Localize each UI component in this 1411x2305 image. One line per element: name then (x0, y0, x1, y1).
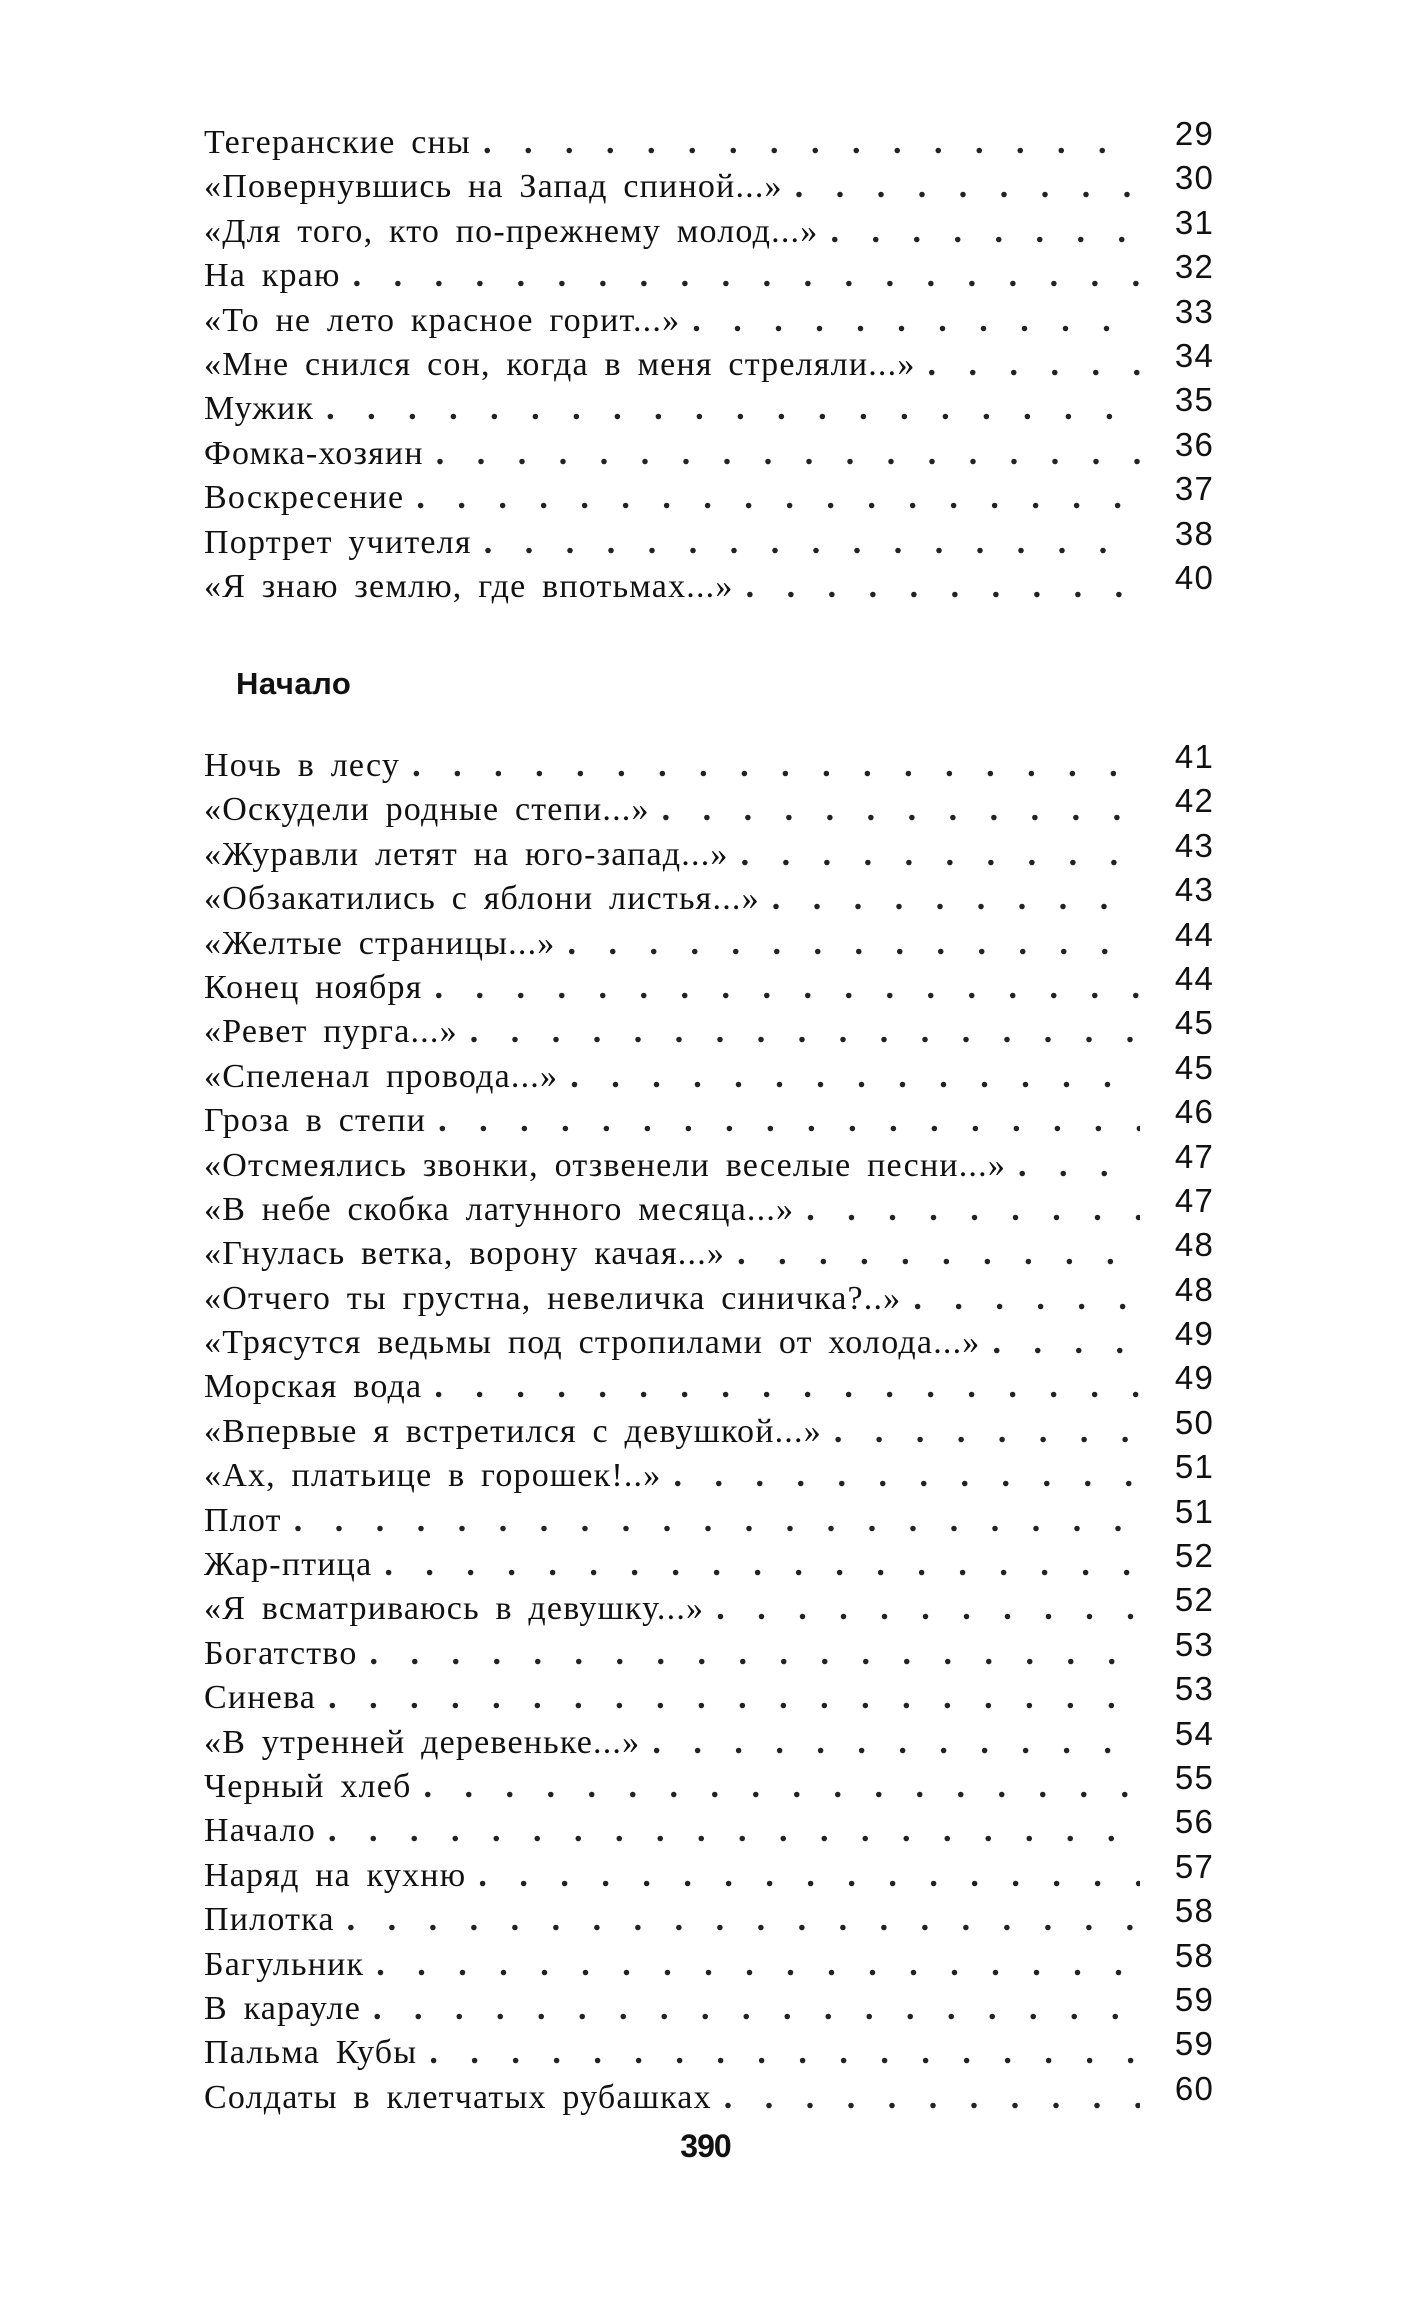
toc-entry (204, 2025, 1214, 2074)
toc-entry-page: 49 (1174, 1315, 1214, 1353)
toc-entry-page: 42 (1174, 782, 1214, 820)
toc-entry (204, 1315, 1214, 1364)
dot-leader (436, 432, 1140, 476)
dot-leader (412, 744, 1140, 788)
toc-entry-title: Солдаты в клетчатых рубашках (204, 2078, 712, 2116)
toc-entry (204, 159, 1214, 208)
toc-entry (204, 425, 1214, 475)
toc-entry-page: 52 (1174, 1581, 1214, 1619)
toc-entry (204, 1670, 1214, 1719)
toc-entry (204, 115, 1214, 164)
toc-entry (204, 1537, 1214, 1586)
toc-entry-title: «Ах, платьице в горошек!..» (204, 1457, 662, 1495)
toc-entry-page: 51 (1174, 1448, 1214, 1486)
toc-entry-page: 57 (1174, 1847, 1214, 1885)
dot-leader (429, 2031, 1140, 2075)
dot-leader (376, 1943, 1140, 1987)
dot-leader (692, 299, 1140, 343)
toc-entry (204, 915, 1214, 965)
toc-entry-page: 36 (1174, 425, 1214, 463)
toc-entry (204, 248, 1214, 297)
dot-leader (928, 343, 1140, 387)
dot-leader (384, 1543, 1140, 1587)
toc-entry (204, 1359, 1214, 1408)
toc-entry (204, 1448, 1214, 1497)
toc-entry (204, 1226, 1214, 1275)
toc-entry-title: «Я всматриваюсь в девушку...» (204, 1590, 705, 1628)
page-number: 390 (680, 2128, 731, 2164)
toc-entry-title: Воскресение (204, 479, 405, 517)
dot-leader (438, 1099, 1140, 1143)
toc-entry-title: «Отчего ты грустна, невеличка синичка?..» (204, 1279, 902, 1317)
dot-leader (478, 1854, 1140, 1898)
toc-entry-page: 48 (1174, 1270, 1214, 1308)
toc-entry-page: 38 (1174, 514, 1214, 552)
toc-entry (204, 1137, 1214, 1187)
toc-entry-page: 59 (1174, 2025, 1214, 2063)
toc-entry-title: «Мне снился сон, когда в меня стреляли...» (204, 345, 916, 383)
toc-entry-page: 32 (1174, 248, 1214, 286)
toc-entry-title: Тегеранские сны (204, 124, 471, 161)
toc-entry-title: Ночь в лесу (204, 747, 401, 784)
dot-leader (434, 1365, 1140, 1409)
toc-entry-page: 58 (1174, 1936, 1214, 1974)
toc-entry (204, 1581, 1214, 1630)
toc-entry (204, 1181, 1214, 1231)
toc-entry-title: Портрет учителя (204, 523, 472, 561)
toc-entry-page: 45 (1174, 1004, 1214, 1042)
toc-entry-title: Мужик (204, 390, 315, 428)
toc-entry-title: Синева (204, 1679, 317, 1717)
toc-entry-page: 31 (1174, 203, 1214, 241)
toc-entry-title: «Спеленал провода...» (204, 1057, 559, 1095)
toc-entry-title: «Гнулась ветка, ворону качая...» (204, 1235, 726, 1273)
toc-entry-title: «То не лето красное горит...» (204, 301, 681, 339)
toc-entry-title: «Трясутся ведьмы под стропилами от холода...» (204, 1324, 981, 1362)
dot-leader (353, 254, 1140, 298)
toc-entry-page: 45 (1174, 1048, 1214, 1086)
toc-entry-title: «Я знаю землю, где впотьмах...» (204, 567, 734, 605)
toc-entry (204, 381, 1214, 430)
toc-entry (204, 1625, 1214, 1675)
toc-entry (204, 1892, 1214, 1941)
toc-entry-title: Черный хлеб (204, 1767, 412, 1805)
toc-entry-title: «Желтые страницы...» (204, 924, 556, 962)
dot-leader (326, 387, 1140, 431)
toc-entry-page: 43 (1174, 826, 1214, 864)
toc-entry (204, 1403, 1214, 1453)
toc-entry (204, 336, 1214, 386)
toc-entry-page: 48 (1174, 1226, 1214, 1264)
toc-entry-page: 30 (1174, 159, 1214, 197)
toc-entry-title: «Отсмеялись звонки, отзвенели веселые песни...» (204, 1146, 1007, 1184)
dot-leader (328, 1676, 1140, 1720)
dot-leader (913, 1277, 1140, 1321)
toc-entry (204, 1980, 1214, 2030)
toc-entry-title: Багульник (204, 1945, 365, 1983)
dot-leader (772, 877, 1140, 921)
toc-entry-title: «Повернувшись на Запад спиной...» (204, 168, 783, 206)
toc-entry-page: 47 (1174, 1181, 1214, 1219)
toc-entry (204, 959, 1214, 1009)
dot-leader (716, 1587, 1140, 1631)
toc-entry-title: Пилотка (204, 1901, 335, 1939)
toc-entry (204, 1048, 1214, 1098)
dot-leader (294, 1499, 1140, 1543)
toc-entry-title: Фомка-хозяин (204, 434, 424, 472)
toc-entry-title: Пальма Кубы (204, 2034, 418, 2072)
dot-leader (795, 165, 1140, 209)
toc-entry (204, 871, 1214, 920)
dot-leader (1018, 1144, 1140, 1188)
toc-entry-title: «В небе скобка латунного месяца...» (204, 1190, 795, 1228)
dot-leader (662, 788, 1140, 832)
toc-entry-page: 35 (1174, 381, 1214, 419)
dot-leader (741, 833, 1140, 877)
toc-entry-title: Морская вода (204, 1368, 423, 1406)
toc-entry-page: 43 (1174, 871, 1214, 909)
dot-leader (567, 922, 1140, 966)
toc-entry-page: 40 (1174, 558, 1214, 596)
toc-entry-title: Плот (204, 1501, 282, 1539)
dot-leader (993, 1321, 1140, 1365)
dot-leader (483, 121, 1140, 165)
dot-leader (570, 1055, 1140, 1099)
dot-leader (746, 565, 1140, 609)
dot-leader (673, 1454, 1140, 1498)
toc-entry (204, 2069, 1214, 2119)
toc-entry-title: В карауле (204, 1989, 362, 2027)
toc-entry-page: 56 (1174, 1803, 1214, 1841)
toc-entry-page: 55 (1174, 1758, 1214, 1796)
toc-entry-title: Богатство (204, 1634, 358, 1672)
dot-leader (652, 1721, 1140, 1765)
toc-entry-title: «Журавли летят на юго-запад...» (204, 835, 729, 873)
toc-entry-title: «В утренней деревеньке...» (204, 1723, 641, 1761)
toc-entry-page: 34 (1174, 336, 1214, 374)
toc-entry-title: «Оскудели родные степи...» (204, 791, 650, 829)
dot-leader (484, 521, 1140, 565)
toc-entry-page: 59 (1174, 1980, 1214, 2018)
toc-entry (204, 1004, 1214, 1053)
dot-leader (435, 966, 1141, 1010)
toc-entry-page: 33 (1174, 292, 1214, 330)
toc-entry (204, 1492, 1214, 1542)
dot-leader (423, 1765, 1140, 1809)
dot-leader (830, 210, 1140, 254)
toc-entry (204, 782, 1214, 831)
toc-entry-page: 53 (1174, 1625, 1214, 1663)
toc-entry (204, 514, 1214, 564)
toc-list-a (204, 115, 1214, 608)
dot-leader (806, 1188, 1140, 1232)
toc-entry-page: 41 (1174, 738, 1214, 775)
toc-entry-title: Гроза в степи (204, 1102, 427, 1140)
toc-entry-page: 60 (1174, 2069, 1214, 2107)
toc-entry-title: Начало (204, 1812, 316, 1850)
toc-entry-title: «Ревет пурга...» (204, 1013, 458, 1051)
toc-entry (204, 470, 1214, 519)
toc-entry (204, 826, 1214, 876)
dot-leader (724, 2076, 1140, 2120)
section-heading: Начало (236, 666, 352, 701)
toc-entry-title: На краю (204, 257, 341, 295)
toc-entry-page: 58 (1174, 1892, 1214, 1930)
dot-leader (416, 476, 1140, 520)
toc-entry (204, 1093, 1214, 1142)
dot-leader (737, 1232, 1140, 1276)
dot-leader (373, 1987, 1140, 2031)
toc-entry-page: 44 (1174, 915, 1214, 953)
toc-entry-page: 49 (1174, 1359, 1214, 1397)
toc-entry-title: «Впервые я встретился с девушкой...» (204, 1412, 822, 1450)
toc-entry-page: 51 (1174, 1492, 1214, 1530)
dot-leader (347, 1898, 1140, 1942)
toc-entry-title: «Для того, кто по-прежнему молод...» (204, 212, 819, 250)
toc-entry-title: Жар-птица (204, 1546, 373, 1584)
toc-entry-page: 46 (1174, 1093, 1214, 1131)
toc-entry (204, 203, 1214, 253)
toc-entry (204, 738, 1214, 787)
dot-leader (834, 1410, 1140, 1454)
toc-entry-page: 37 (1174, 470, 1214, 508)
toc-entry (204, 1847, 1214, 1897)
toc-entry (204, 1803, 1214, 1852)
dot-leader (328, 1809, 1140, 1853)
dot-leader (370, 1632, 1140, 1676)
toc-entry-title: «Обзакатились с яблони листья...» (204, 880, 760, 918)
toc-entry (204, 1758, 1214, 1808)
toc-entry (204, 292, 1214, 342)
toc-entry-page: 54 (1174, 1714, 1214, 1752)
toc-entry-title: Конец ноября (204, 968, 423, 1006)
toc-entry (204, 1714, 1214, 1764)
dot-leader (470, 1010, 1140, 1054)
toc-entry (204, 558, 1214, 608)
toc-entry-page: 52 (1174, 1537, 1214, 1575)
toc-entry-title: Наряд на кухню (204, 1856, 467, 1894)
toc-list-b (204, 738, 1214, 2119)
toc-entry-page: 53 (1174, 1670, 1214, 1708)
toc-entry (204, 1936, 1214, 1986)
toc-entry-page: 47 (1174, 1137, 1214, 1175)
toc-entry-page: 29 (1174, 115, 1214, 152)
toc-entry-page: 50 (1174, 1403, 1214, 1441)
toc-entry (204, 1270, 1214, 1320)
toc-entry-page: 44 (1174, 959, 1214, 997)
